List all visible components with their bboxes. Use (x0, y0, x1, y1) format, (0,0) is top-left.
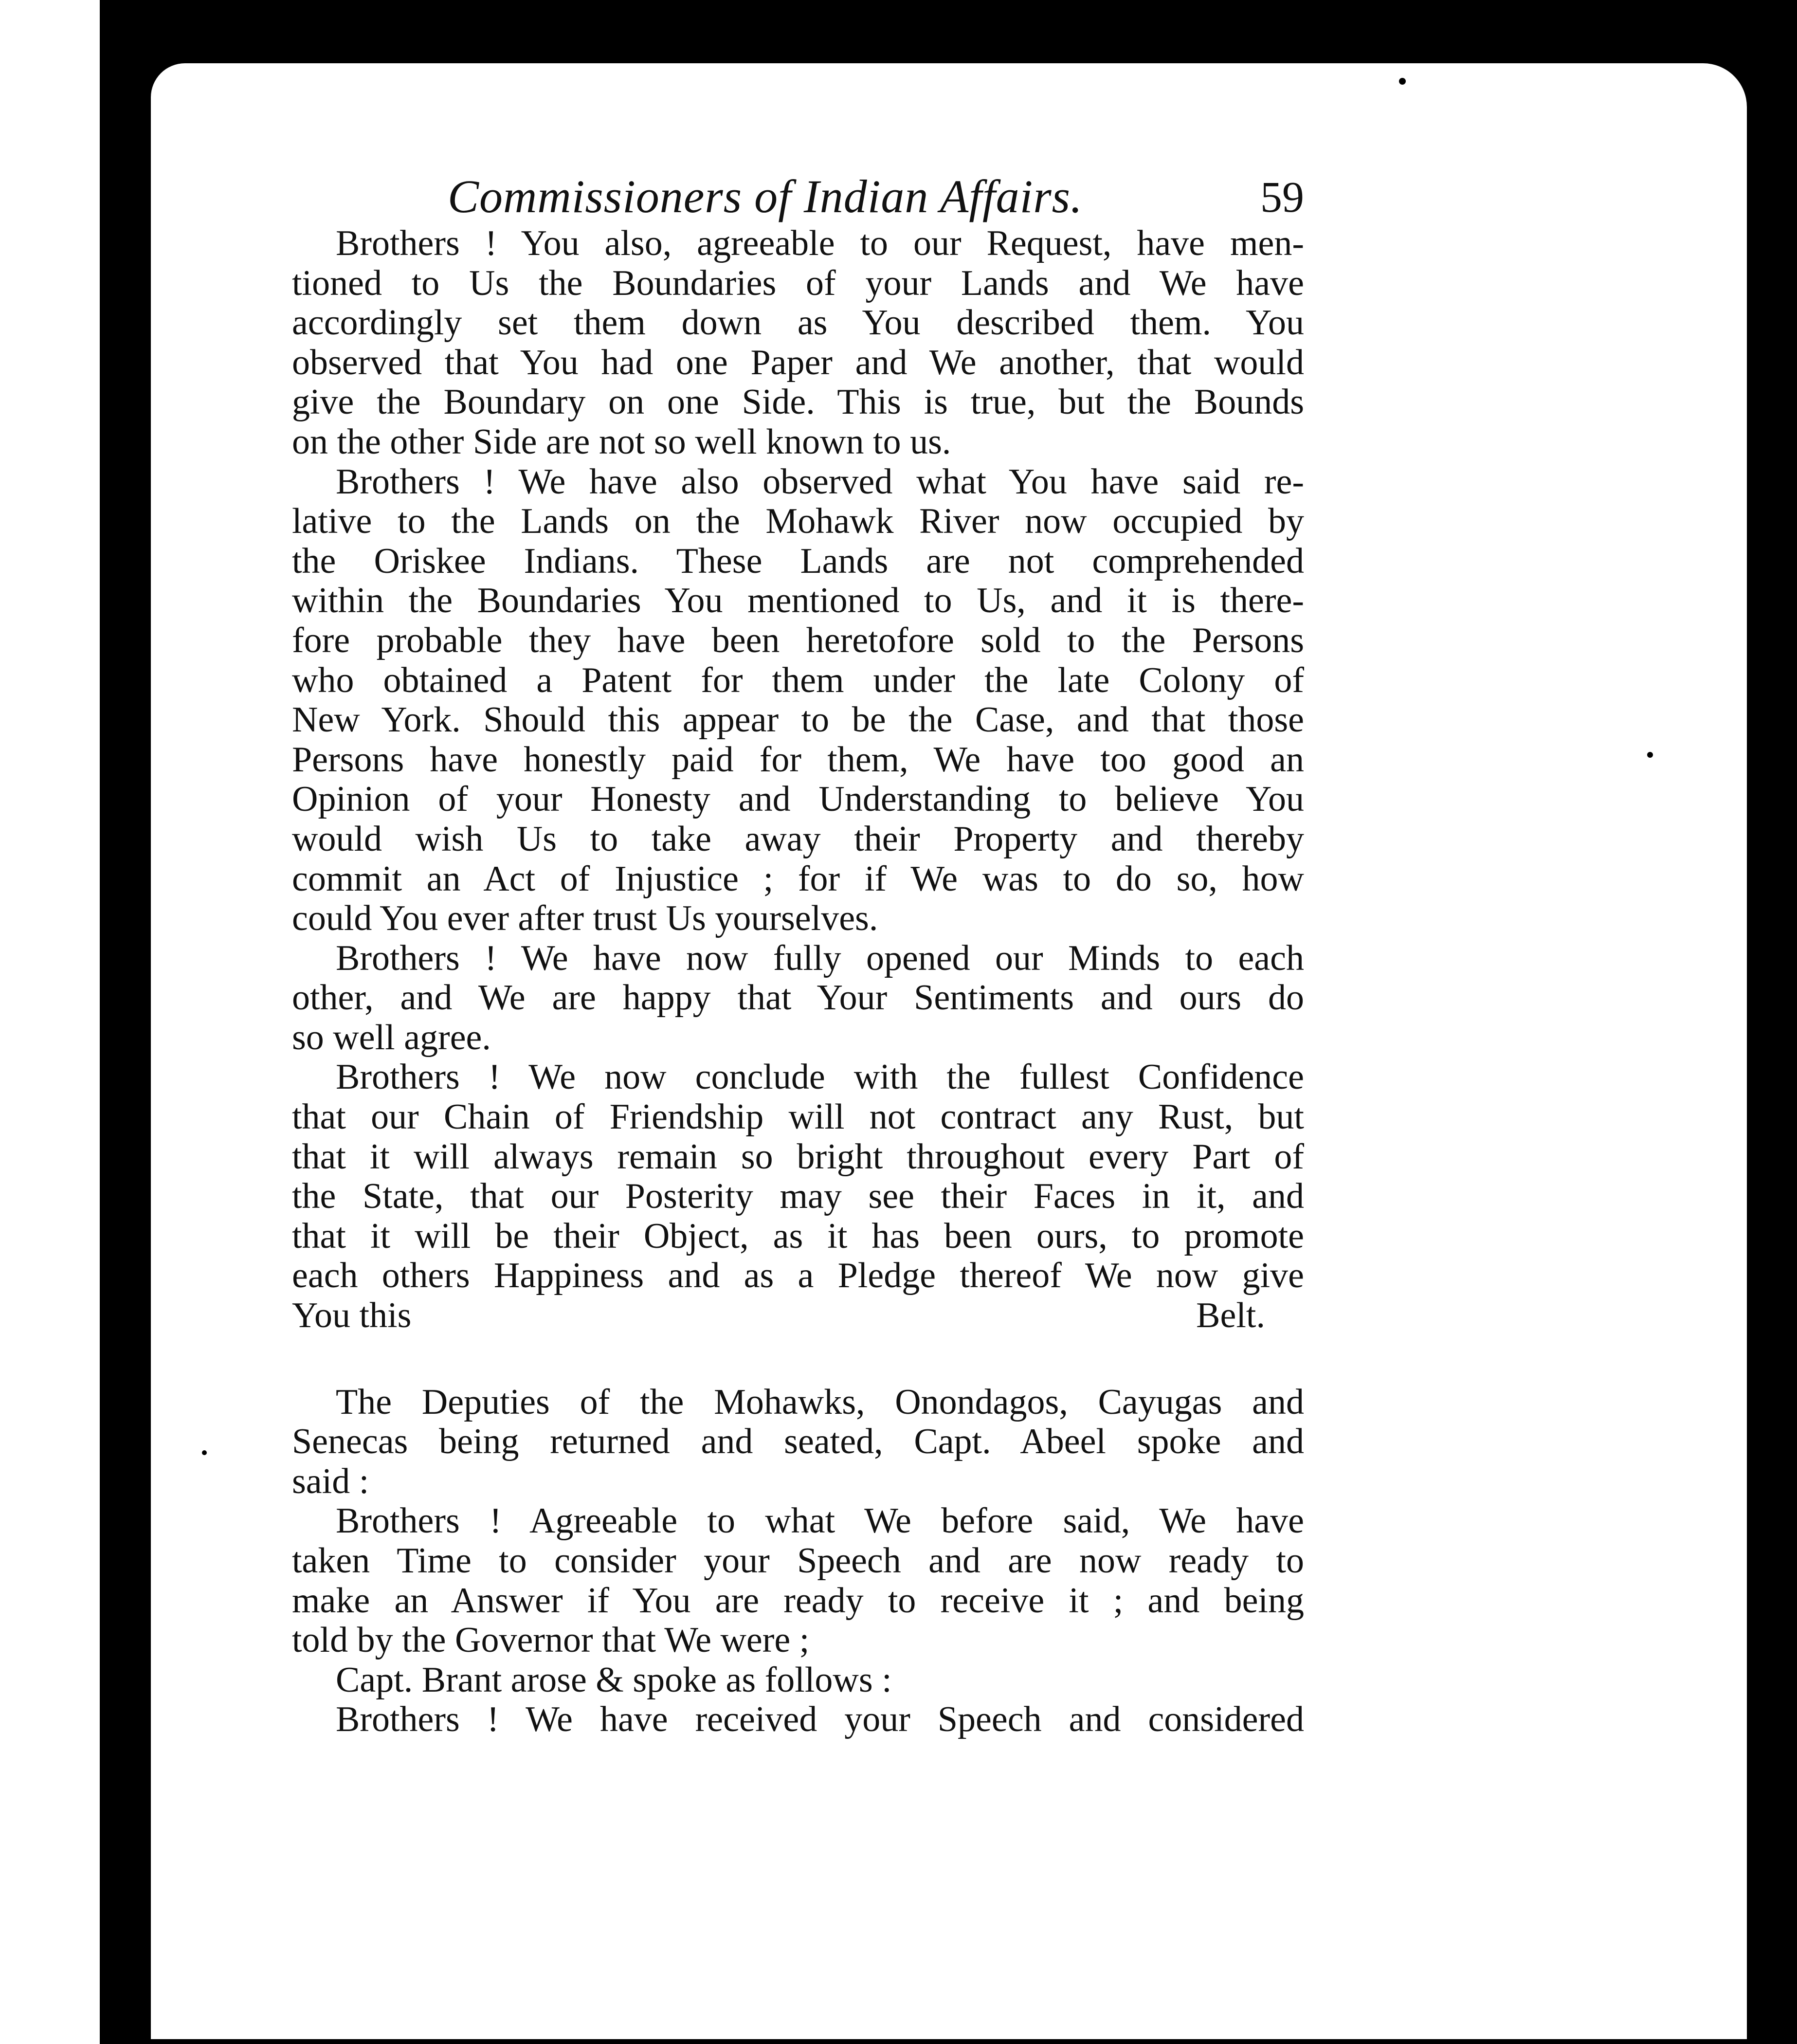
text-line: within the Boundaries You mentioned to Us, and it is there- (292, 581, 1304, 621)
text-line: that it will always remain so bright throughout every Part of (292, 1136, 1304, 1177)
text-line: Brothers ! We have received your Speech and considered (336, 1699, 1304, 1740)
text-line: the Oriskee Indians. These Lands are not comprehended (292, 541, 1304, 581)
text-line: Senecas being returned and seated, Capt. Abeel spoke and (292, 1422, 1304, 1462)
text-line: Brothers ! We have now fully opened our Minds to each (336, 938, 1304, 978)
text-line: that it will be their Object, as it has been ours, to promote (292, 1216, 1304, 1256)
text-line: tioned to Us the Boundaries of your Lands and We have (292, 263, 1304, 303)
page-number: 59 (1260, 173, 1304, 221)
text-line: who obtained a Patent for them under the late Colony of (292, 660, 1304, 700)
text-line: give the Boundary on one Side. This is true, but the Bounds (292, 382, 1304, 422)
text-line: told by the Governor that We were ; (292, 1620, 810, 1661)
page-text (292, 156, 1304, 1740)
text-line: could You ever after trust Us yourselves. (292, 898, 878, 939)
text-line: the State, that our Posterity may see their Faces in it, and (292, 1176, 1304, 1217)
book-spine-edge (0, 0, 100, 2044)
text-line: accordingly set them down as You described them. You (292, 303, 1304, 343)
text-line: Brothers ! You also, agreeable to our Request, have men- (336, 223, 1304, 263)
running-head (292, 156, 1304, 222)
print-speck (1647, 752, 1653, 758)
text-line: make an Answer if You are ready to receive it ; and being (292, 1580, 1304, 1621)
text-line: each others Happiness and as a Pledge thereof We now give (292, 1256, 1304, 1296)
text-line: other, and We are happy that Your Sentiments and ours do (292, 978, 1304, 1018)
text-line: fore probable they have been heretofore sold to the Persons (292, 620, 1304, 660)
text-line: said : (292, 1461, 369, 1501)
text-line: commit an Act of Injustice ; for if We was to do so, how (292, 858, 1304, 899)
text-line: so well agree. (292, 1017, 491, 1058)
gutter-shadow (100, 0, 151, 2044)
text-line: lative to the Lands on the Mohawk River now occupied by (292, 501, 1304, 542)
text-line: taken Time to consider your Speech and are now ready to (292, 1541, 1304, 1581)
text-line: Brothers ! We have also observed what You have said re- (336, 461, 1304, 502)
text-line: The Deputies of the Mohawks, Onondagos, Cayugas and (336, 1382, 1304, 1422)
text-line: New York. Should this appear to be the Case, and that those (292, 700, 1304, 740)
text-line: Brothers ! Agreeable to what We before said, We have (336, 1501, 1304, 1541)
print-speck (202, 1450, 207, 1455)
text-line: observed that You had one Paper and We another, that would (292, 342, 1304, 383)
text-line: Capt. Brant arose & spoke as follows : (336, 1660, 892, 1700)
text-line-start: You this (292, 1296, 412, 1336)
section-gap (292, 1336, 1304, 1383)
print-speck (1399, 78, 1406, 85)
text-line: would wish Us to take away their Property and thereby (292, 819, 1304, 859)
text-line: that our Chain of Friendship will not contract any Rust, but (292, 1097, 1304, 1137)
text-line: Persons have honestly paid for them, We have too good an (292, 739, 1304, 780)
text-line-end: Belt. (1196, 1296, 1265, 1336)
text-line: Opinion of your Honesty and Understanding to believe You (292, 779, 1304, 820)
running-title: Commissioners of Indian Affairs. (448, 170, 1083, 222)
text-line (292, 1296, 1304, 1336)
text-line: Brothers ! We now conclude with the fullest Confidence (336, 1057, 1304, 1097)
text-line: on the other Side are not so well known to us. (292, 421, 951, 462)
